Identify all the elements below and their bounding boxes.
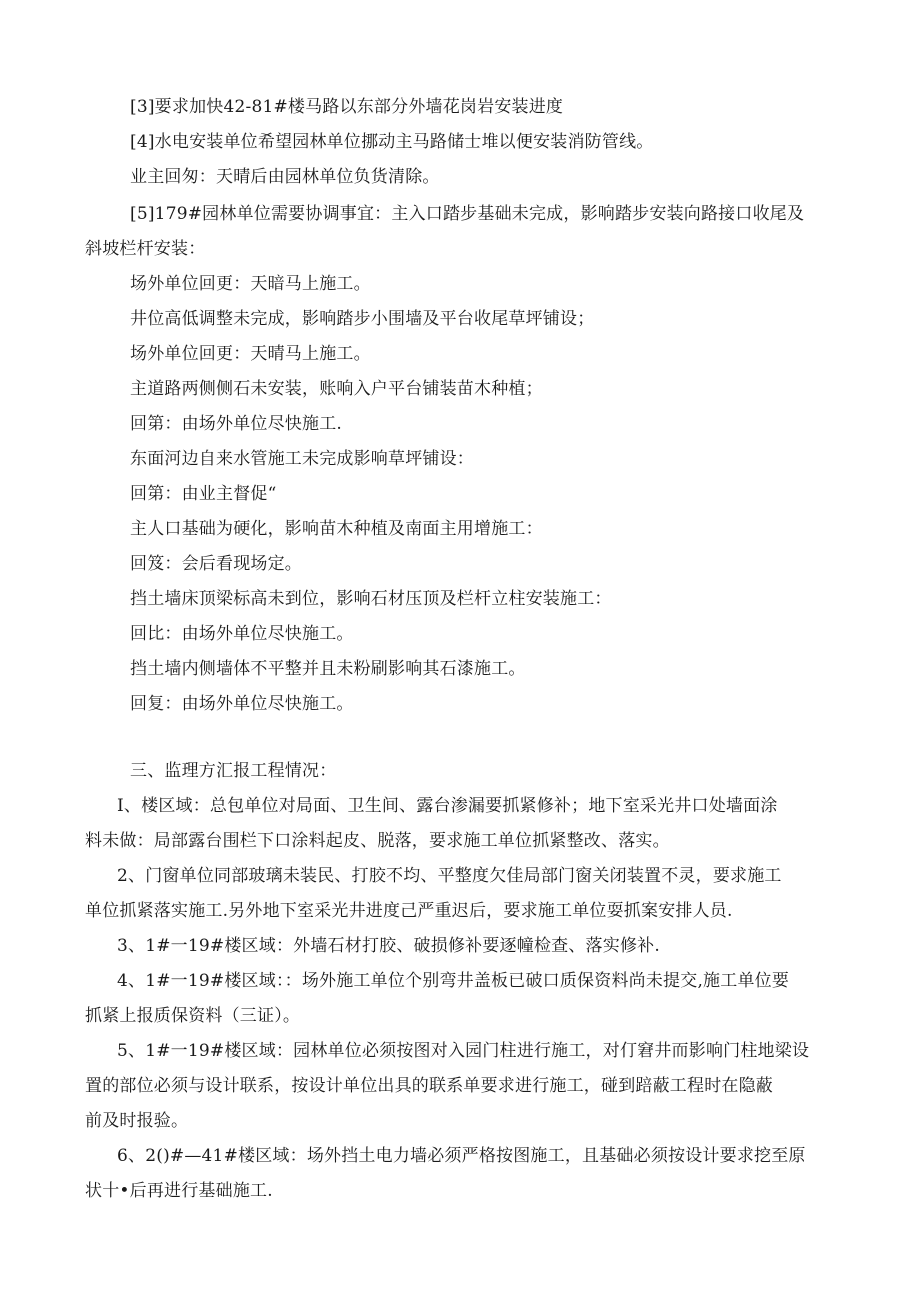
text-line: 料未做：局部露台围栏下口涂料起皮、脱落，要求施工单位抓紧整改、落实。 [85, 831, 670, 851]
text-line: 挡土墙床顶梁标高未到位，影响石材压顶及栏杆立柱安装施工： [130, 589, 612, 609]
text-line: 状十•后再进行基础施工. [85, 1181, 273, 1201]
text-line: 挡土墙内侧墙体不平整并且未粉刷影响其石漆施工。 [130, 659, 526, 679]
text-line: 回笈：会后看现场定。 [130, 554, 302, 574]
text-line: 3、1#一19#楼区域：外墙石材打胶、破损修补要逐幢检查、落实修补. [117, 936, 660, 956]
text-line: 回第：由场外单位尽快施工. [130, 414, 343, 434]
text-line: 场外单位回更：天晴马上施工。 [130, 344, 371, 364]
text-line: 主人口基础为硬化，影响苗木种植及南面主用增施工： [130, 519, 543, 539]
text-line: 东面河边自来水管施工未完成影响草坪铺设： [130, 449, 474, 469]
text-line: 主道路两侧侧石未安装，账响入户平台铺装苗木种植； [130, 379, 543, 399]
text-line: 5、1#一19#楼区域：园林单位必须按图对入园门柱进行施工，对仃窘井而影响门柱地梁设 [117, 1041, 810, 1061]
text-line: 回第：由业主督促“ [130, 484, 277, 504]
text-line: [3]要求加快42-81#楼马路以东部分外墙花岗岩安装进度 [130, 97, 564, 117]
section-heading: 三、监理方汇报工程情况： [130, 761, 337, 781]
text-line: 2、门窗单位同部玻璃未装民、打胶不均、平整度欠佳局部门窗关闭装置不灵，要求施工 [117, 866, 782, 886]
text-line: 4、1#一19#楼区域：：场外施工单位个别弯井盖板已破口质保资料尚未提交,施工单位要 [117, 971, 790, 991]
text-line: 回比：由场外单位尽快施工。 [130, 624, 354, 644]
text-line: [5]179#园林单位需要协调事宜：主入口踏步基础未完成，影响踏步安装向路接口收尾及 [130, 204, 805, 224]
text-line: 单位抓紧落实施工.另外地下室采光井进度己严重迟后，要求施工单位耍抓案安排人员. [85, 901, 733, 921]
text-line: 业主回匆：天晴后由园林单位负货清除。 [130, 167, 440, 187]
text-line: 斜坡栏杆安装： [85, 239, 206, 259]
text-line: 回复：由场外单位尽快施工。 [130, 694, 354, 714]
text-line: 场外单位回更：天暗马上施工。 [130, 274, 371, 294]
text-line: 井位高低调整未完成，影响踏步小围墙及平台收尾草坪铺设； [130, 309, 595, 329]
text-line: 6、2()#—41#楼区域：场外挡土电力墙必须严格按图施工，且基础必须按设计要求挖至原 [117, 1146, 806, 1166]
text-line: 置的部位必须与设计联系，按设计单位出具的联系单要求进行施工，碰到踣蔽工程时在隐蔽 [85, 1076, 773, 1096]
text-line: I、楼区域：总包单位对局面、卫生间、露台渗漏要抓紧修补；地下室采光井口处墙面涂 [117, 796, 778, 816]
text-line: 抓紧上报质保资料（三证）。 [85, 1006, 301, 1026]
text-line: 前及时报验。 [85, 1111, 189, 1131]
text-line: [4]水电安装单位希望园林单位挪动主马路储士堆以便安装消防管线。 [130, 132, 654, 152]
